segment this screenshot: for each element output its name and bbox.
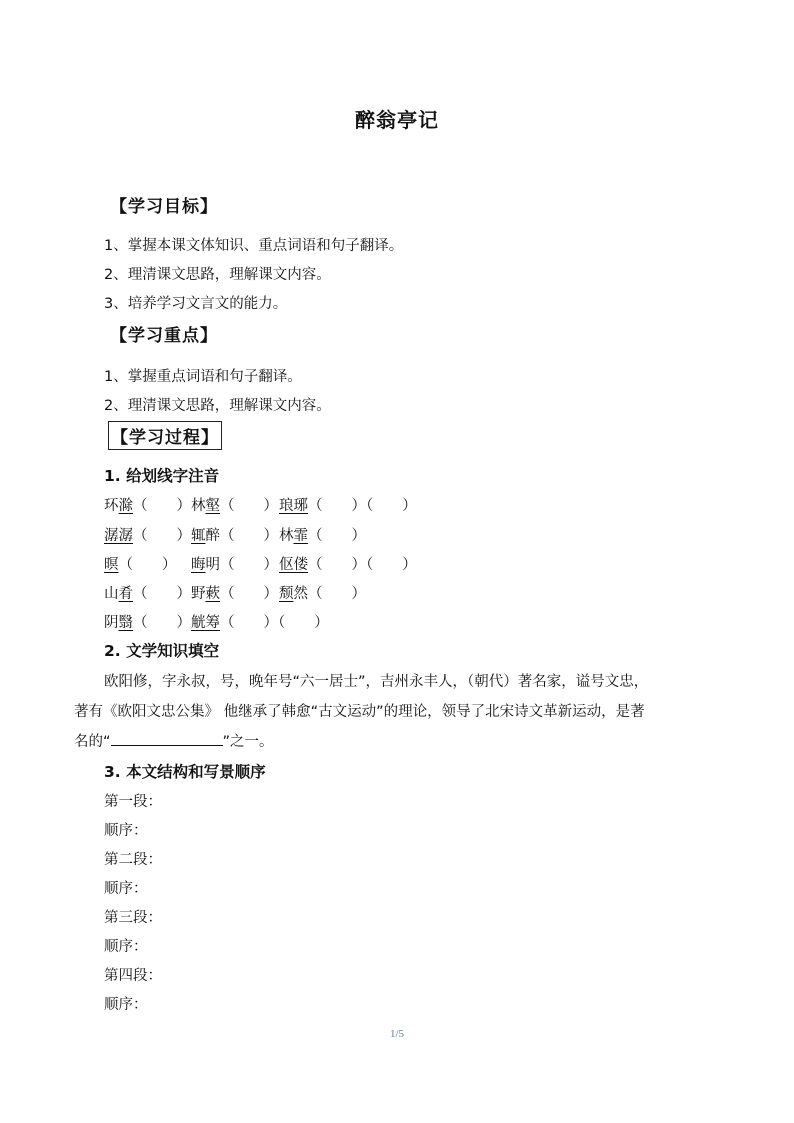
process-heading: 【学习过程】 bbox=[108, 421, 222, 450]
phonetic-item: 晦明（ ） bbox=[191, 557, 278, 573]
structure-line: 第四段： bbox=[104, 968, 162, 984]
phonetic-item: 阴翳（ ） bbox=[104, 615, 191, 631]
structure-line: 顺序： bbox=[104, 939, 148, 955]
paragraph-line: 著有《欧阳文忠公集》 他继承了韩愈“古文运动”的理论，领导了北宋诗文革新运动，是著 bbox=[74, 704, 645, 720]
q3-heading: 3. 本文结构和写景顺序 bbox=[104, 763, 266, 781]
phonetic-item: 林霏（ ） bbox=[279, 528, 366, 544]
phonetic-item: 山肴（ ） bbox=[104, 586, 191, 602]
q1-heading: 1. 给划线字注音 bbox=[104, 467, 220, 485]
phonetic-item: 潺潺（ ） bbox=[104, 528, 191, 544]
phonetic-item: 环滁（ ） bbox=[104, 498, 191, 514]
structure-line: 顺序： bbox=[104, 881, 148, 897]
focus-item: 2、理清课文思路，理解课文内容。 bbox=[104, 398, 331, 414]
phonetic-item: 暝（ ） bbox=[104, 557, 177, 573]
focus-heading: 【学习重点】 bbox=[110, 326, 218, 346]
page-title: 醉翁亭记 bbox=[355, 108, 439, 132]
structure-line: 顺序： bbox=[104, 823, 148, 839]
goal-item: 1、掌握本课文体知识、重点词语和句子翻译。 bbox=[104, 238, 404, 254]
goal-item: 3、培养学习文言文的能力。 bbox=[104, 296, 288, 312]
paragraph-line: 名的“ ”之一。 bbox=[74, 730, 274, 751]
page-number: 1/5 bbox=[389, 1028, 405, 1040]
phonetic-item: 伛偻（ ）（ ） bbox=[279, 557, 417, 573]
phonetic-item: 琅琊（ ）（ ） bbox=[279, 498, 417, 514]
structure-line: 第二段： bbox=[104, 852, 162, 868]
goals-heading: 【学习目标】 bbox=[110, 197, 218, 217]
fill-in-blank bbox=[111, 731, 223, 746]
phonetic-item: 林壑（ ） bbox=[191, 498, 278, 514]
goal-item: 2、理清课文思路，理解课文内容。 bbox=[104, 267, 331, 283]
q2-heading: 2. 文学知识填空 bbox=[104, 642, 220, 660]
structure-line: 第一段： bbox=[104, 794, 162, 810]
phonetic-item: 颓然（ ） bbox=[279, 586, 366, 602]
phonetic-item: 辄醉（ ） bbox=[191, 528, 278, 544]
paragraph-line: 欧阳修，字永叔，号，晚年号“六一居士”，吉州永丰人，（朝代）著名家，谥号文忠， bbox=[104, 674, 649, 690]
structure-line: 顺序： bbox=[104, 997, 148, 1013]
phonetic-item: 觥筹（ ）（ ） bbox=[191, 615, 329, 631]
structure-line: 第三段： bbox=[104, 910, 162, 926]
focus-item: 1、掌握重点词语和句子翻译。 bbox=[104, 369, 302, 385]
phonetic-item: 野蔌（ ） bbox=[191, 586, 278, 602]
